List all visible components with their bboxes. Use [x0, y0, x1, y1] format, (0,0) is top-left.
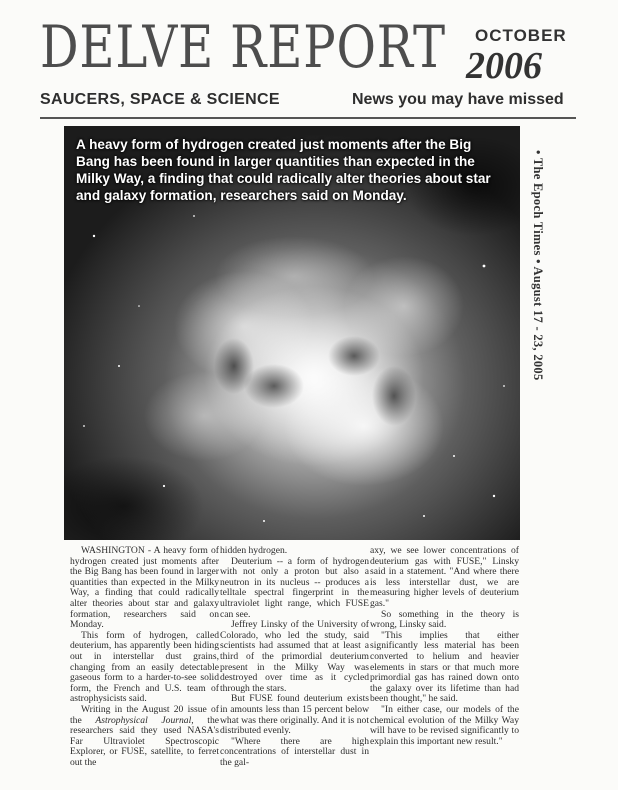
- paragraph: axy, we see lower concentrations of deuterium gas with FUSE," Linsky said in a statement. "And where there is less interstellar dust, we are measuring higher levels of deuterium gas.": [370, 545, 519, 609]
- paragraph: So something in the theory is wrong, Linsky said.: [370, 608, 519, 631]
- photo-headline: A heavy form of hydrogen created just moments after the Big Bang has been found in larger quantities than expected in the Milky Way, a finding that could radically alter theories about star and galaxy formation, researchers said on Monday.: [76, 137, 491, 203]
- paragraph: "In either case, our models of the chemical evolution of the Milky Way will have to be revised significantly to explain this important new result.": [370, 703, 519, 747]
- issue-year: 2006: [466, 45, 542, 87]
- paragraph: "Where there are high concentrations of interstellar dust in the gal-: [220, 735, 369, 768]
- article-column-3: [370, 546, 519, 747]
- journal-title: Astrophysical Journal: [95, 714, 192, 726]
- paragraph: Deuterium -- a form of hydrogen with not only a proton but also a neutron in its nucleus -- produces a telltale spectral fingerprint in the ultraviolet light range, which FUSE can see.: [220, 555, 369, 620]
- article-column-1: [70, 546, 219, 768]
- paragraph: hidden hydrogen.: [220, 545, 288, 556]
- header-rule: [40, 117, 576, 119]
- paragraph: This form of hydrogen, called deuterium, has apparently been hiding out in interstellar dust grains, changing from an easily detectable gaseous form to a harder-to-see solid form, the French and U.S. team of astrophysicists said.: [70, 629, 219, 705]
- paragraph: WASHINGTON - A heavy form of hydrogen created just moments after the Big Bang has been found in larger quantities than expected in the Milky Way, a finding that could radically alter theories about star and galaxy formation, researchers said on Monday.: [70, 545, 219, 631]
- subtitle: News you may have missed: [352, 91, 564, 108]
- paragraph: But FUSE found deuterium exists in amounts less than 15 percent below what was there originally. And it is not distributed evenly.: [220, 693, 369, 737]
- paragraph: Writing in the August 20 issue of the Astrophysical Journal, the researchers said they used NASA's Far Ultraviolet Spectroscopic Explorer, or FUSE, satellite, to ferret out the: [70, 703, 219, 768]
- tagline: SAUCERS, SPACE & SCIENCE: [40, 91, 280, 108]
- article-column-2: [220, 546, 369, 768]
- masthead-title: DELVE REPORT: [40, 13, 446, 81]
- paragraph: Jeffrey Linsky of the University of Colorado, who led the study, said scientists had assumed that at least a third of the primordial deuterium present in the Milky Way was destroyed over time as it cycled through the stars.: [220, 619, 369, 694]
- paragraph: "This implies that either significantly less material has been converted to helium and heavier elements in stars or that much more primordial gas has rained down onto the galaxy over its lifetime than had been thought," he said.: [370, 629, 519, 705]
- source-citation: • The Epoch Times • August 17 - 23, 2005: [531, 150, 545, 381]
- issue-month: OCTOBER: [475, 26, 567, 45]
